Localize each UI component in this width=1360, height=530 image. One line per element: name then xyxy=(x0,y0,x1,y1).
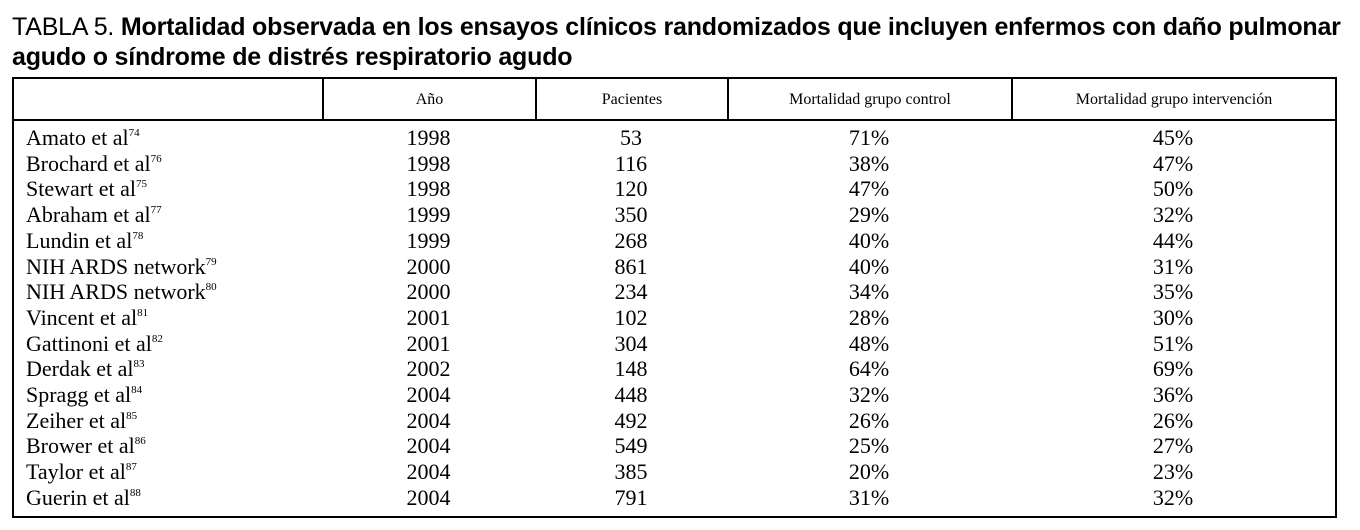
cell-year: 2001 xyxy=(406,330,451,356)
cell-study xyxy=(26,254,217,280)
cell-intervention-mortality: 45% xyxy=(1152,125,1194,150)
header-intervention-mortality: Mortalidad grupo intervención xyxy=(1011,79,1335,119)
study-reference: 75 xyxy=(135,178,147,191)
study-name: Taylor et al xyxy=(26,459,126,485)
cell-study xyxy=(26,485,141,511)
cell-intervention-mortality: 44% xyxy=(1152,227,1194,253)
cell-patients: 148 xyxy=(614,356,648,382)
study-reference: 83 xyxy=(133,358,145,371)
cell-study xyxy=(26,433,146,459)
cell-control-mortality: 26% xyxy=(848,407,890,433)
study-name: Gattinoni et al xyxy=(26,330,152,356)
cell-control-mortality: 47% xyxy=(848,176,890,202)
cell-control-mortality: 20% xyxy=(848,459,890,485)
cell-intervention-mortality: 69% xyxy=(1152,356,1194,382)
table-row xyxy=(14,279,1335,305)
cell-study xyxy=(26,382,142,408)
study-name: Brower et al xyxy=(26,433,135,459)
cell-control-mortality: 25% xyxy=(848,433,890,459)
cell-year: 2004 xyxy=(406,433,451,459)
cell-patients: 53 xyxy=(620,125,642,150)
cell-intervention-mortality: 36% xyxy=(1152,382,1194,407)
table-row xyxy=(14,305,1335,331)
cell-year: 2004 xyxy=(406,407,451,433)
study-reference: 74 xyxy=(128,127,140,139)
study-reference: 80 xyxy=(205,281,217,294)
cell-patients: 120 xyxy=(614,176,648,202)
table-row xyxy=(14,433,1335,459)
cell-year: 2004 xyxy=(406,382,451,407)
cell-patients: 492 xyxy=(614,407,648,433)
cell-year: 2004 xyxy=(406,484,451,510)
study-name: Vincent et al xyxy=(26,304,138,330)
cell-patients: 304 xyxy=(614,330,648,356)
cell-control-mortality: 31% xyxy=(848,484,890,510)
cell-patients: 791 xyxy=(614,484,648,510)
cell-control-mortality: 40% xyxy=(848,227,890,253)
cell-study xyxy=(26,279,217,305)
study-reference: 77 xyxy=(150,204,162,217)
study-reference: 85 xyxy=(126,409,138,422)
table-title xyxy=(12,12,1352,72)
table-row xyxy=(14,459,1335,485)
study-name: Lundin et al xyxy=(26,227,133,253)
cell-control-mortality: 32% xyxy=(848,382,890,407)
cell-intervention-mortality: 32% xyxy=(1152,484,1194,510)
cell-study xyxy=(26,305,148,331)
cell-year: 1999 xyxy=(406,227,451,253)
cell-study xyxy=(26,151,162,177)
cell-control-mortality: 48% xyxy=(848,330,890,356)
cell-study xyxy=(26,356,145,382)
table-row xyxy=(14,151,1335,177)
cell-control-mortality: 40% xyxy=(848,253,890,279)
study-name: NIH ARDS network xyxy=(26,253,206,279)
cell-patients: 448 xyxy=(614,382,648,407)
table-title-text: Mortalidad observada en los ensayos clínicos randomizados que incluyen enfermos con daño pulmonar agudo o síndrome de distrés respiratorio agudo xyxy=(12,13,1341,71)
table-title-label: TABLA 5. xyxy=(12,13,115,41)
study-reference: 76 xyxy=(150,152,162,165)
cell-patients: 102 xyxy=(614,304,648,330)
study-name: Abraham et al xyxy=(26,202,151,228)
cell-study xyxy=(26,408,137,434)
cell-intervention-mortality: 50% xyxy=(1152,176,1194,202)
cell-intervention-mortality: 32% xyxy=(1152,202,1194,228)
table-row xyxy=(14,125,1335,151)
study-name: Stewart et al xyxy=(26,176,136,202)
table-row xyxy=(14,254,1335,280)
study-name: Amato et al xyxy=(26,125,129,150)
cell-patients: 549 xyxy=(614,433,648,459)
table-header xyxy=(14,79,1335,121)
header-patients: Pacientes xyxy=(535,79,727,119)
study-reference: 79 xyxy=(205,255,217,268)
cell-year: 2004 xyxy=(406,459,451,485)
study-reference: 88 xyxy=(129,486,141,499)
study-reference: 82 xyxy=(151,332,163,345)
cell-patients: 268 xyxy=(614,227,648,253)
table-row xyxy=(14,228,1335,254)
cell-control-mortality: 29% xyxy=(848,202,890,228)
study-name: Brochard et al xyxy=(26,150,151,176)
cell-year: 2000 xyxy=(406,279,451,305)
cell-year: 2002 xyxy=(406,356,451,382)
cell-intervention-mortality: 23% xyxy=(1152,459,1194,485)
study-reference: 84 xyxy=(131,384,143,396)
cell-control-mortality: 28% xyxy=(848,304,890,330)
cell-patients: 350 xyxy=(614,202,648,228)
cell-intervention-mortality: 26% xyxy=(1152,407,1194,433)
cell-control-mortality: 64% xyxy=(848,356,890,382)
header-control-mortality: Mortalidad grupo control xyxy=(727,79,1011,119)
table-row xyxy=(14,485,1335,511)
study-name: Guerin et al xyxy=(26,484,130,510)
cell-study xyxy=(26,202,162,228)
cell-year: 2000 xyxy=(406,253,451,279)
cell-year: 1998 xyxy=(406,176,451,202)
cell-intervention-mortality: 30% xyxy=(1152,304,1194,330)
header-year: Año xyxy=(322,79,535,119)
study-reference: 86 xyxy=(134,435,146,448)
cell-control-mortality: 34% xyxy=(848,279,890,305)
study-reference: 81 xyxy=(137,306,149,319)
cell-study xyxy=(26,331,163,357)
header-study xyxy=(14,79,322,119)
table-row xyxy=(14,382,1335,408)
cell-control-mortality: 71% xyxy=(848,125,890,150)
study-name: Zeiher et al xyxy=(26,407,127,433)
cell-year: 1998 xyxy=(406,150,451,176)
cell-patients: 385 xyxy=(614,459,648,485)
study-name: Spragg et al xyxy=(26,382,132,407)
study-name: Derdak et al xyxy=(26,356,134,382)
cell-study xyxy=(26,125,140,151)
table-row xyxy=(14,202,1335,228)
cell-intervention-mortality: 51% xyxy=(1152,330,1194,356)
cell-year: 1998 xyxy=(406,125,451,150)
cell-patients: 116 xyxy=(614,150,648,176)
mortality-table xyxy=(12,77,1337,518)
cell-study xyxy=(26,176,147,202)
cell-intervention-mortality: 31% xyxy=(1152,253,1194,279)
table-row xyxy=(14,356,1335,382)
table-row xyxy=(14,176,1335,202)
cell-patients: 861 xyxy=(614,253,648,279)
study-reference: 87 xyxy=(125,461,137,474)
cell-study xyxy=(26,459,137,485)
cell-patients: 234 xyxy=(614,279,648,305)
cell-intervention-mortality: 35% xyxy=(1152,279,1194,305)
cell-study xyxy=(26,228,143,254)
study-reference: 78 xyxy=(132,229,144,242)
table-row xyxy=(14,408,1335,434)
table-row xyxy=(14,331,1335,357)
cell-intervention-mortality: 27% xyxy=(1152,433,1194,459)
cell-control-mortality: 38% xyxy=(848,150,890,176)
cell-intervention-mortality: 47% xyxy=(1152,150,1194,176)
study-name: NIH ARDS network xyxy=(26,279,206,305)
cell-year: 2001 xyxy=(406,304,451,330)
cell-year: 1999 xyxy=(406,202,451,228)
